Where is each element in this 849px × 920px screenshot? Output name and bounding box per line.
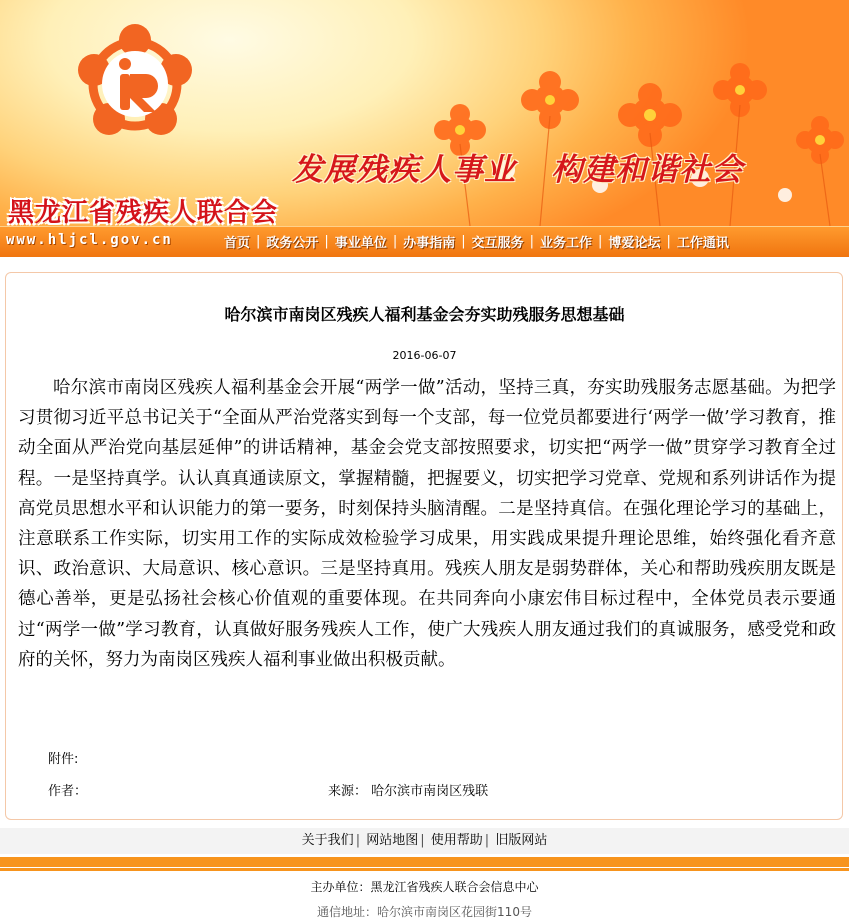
- footer-link-old-site[interactable]: 旧版网站: [495, 833, 548, 848]
- footer-separator: |: [355, 833, 361, 848]
- nav-item-home[interactable]: 首页: [224, 236, 251, 251]
- flower-field-decoration: [400, 60, 849, 226]
- author-label: 作者：: [48, 784, 88, 799]
- article-attachment: [48, 748, 78, 767]
- nav-separator: |: [392, 234, 398, 249]
- site-org-name: 黑龙江省残疾人联合会: [8, 198, 279, 226]
- nav-separator: |: [324, 234, 329, 249]
- footer-link-about[interactable]: 关于我们: [301, 833, 354, 848]
- nav-item-service-guide[interactable]: 办事指南: [403, 236, 456, 251]
- article-source: [328, 780, 488, 799]
- footer-address: 通信地址：哈尔滨市南岗区花园街110号: [317, 905, 532, 919]
- footer-link-sitemap[interactable]: 网站地图: [366, 833, 419, 848]
- source-label: 来源：: [328, 784, 368, 799]
- nav-item-gov-affairs[interactable]: 政务公开: [266, 236, 319, 251]
- footer-separator: |: [420, 833, 425, 848]
- nav-separator: |: [461, 234, 466, 249]
- article-title: 哈尔滨市南岗区残疾人福利基金会夯实助残服务思想基础: [224, 305, 625, 324]
- attachment-label: 附件:: [48, 752, 79, 767]
- site-slogan: 发展残疾人事业 构建和谐社会: [292, 152, 744, 188]
- main-nav-bar: [0, 226, 849, 257]
- source-value: 哈尔滨市南岗区残联: [371, 784, 489, 799]
- footer-separator: |: [484, 833, 490, 848]
- footer-divider: [0, 868, 849, 871]
- article-author: [48, 780, 87, 799]
- header-banner: [0, 0, 849, 226]
- article-date: 2016-06-07: [392, 349, 457, 362]
- main-nav: [218, 232, 735, 251]
- site-url: www.hljcl.gov.cn: [6, 232, 173, 248]
- footer-divider: [0, 857, 849, 867]
- nav-item-institutions[interactable]: 事业单位: [334, 236, 387, 251]
- footer-links: [0, 828, 849, 854]
- nav-separator: |: [529, 234, 535, 249]
- nav-item-business[interactable]: 业务工作: [540, 236, 593, 251]
- nav-item-interactive[interactable]: 交互服务: [471, 236, 524, 251]
- footer-sponsor: 主办单位：黑龙江省残疾人联合会信息中心: [310, 880, 539, 894]
- nav-item-forum[interactable]: 博爱论坛: [608, 236, 661, 251]
- nav-separator: |: [666, 234, 671, 249]
- nav-separator: |: [598, 234, 603, 249]
- disability-federation-logo-icon: [78, 22, 193, 142]
- nav-separator: |: [256, 234, 261, 249]
- article-body: 哈尔滨市南岗区残疾人福利基金会开展“两学一做”活动，坚持三真，夯实助残服务志愿基础。为把学习贯彻习近平总书记关于“全面从严治党落实到每一个支部，每一位党员都要进行‘两学一做’学习教育，推动全面从严治党向基层延伸”的讲话精神，基金会党支部按照要求，切实把“两学一做”贯穿学习教育全过程。一是坚持真学。认认真真通读原文，掌握精髓，把握要义，切实把学习党章、党规和系列讲话作为提高党员思想水平和认识能力的第一要务，时刻保持头脑清醒。二是坚持真信。在强化理论学习的基础上，注意联系工作实际，切实用工作的实际成效检验学习成果，用实践成果提升理论思维，始终强化看齐意识、政治意识、大局意识、核心意识。三是坚持真用。残疾人朋友是弱势群体，关心和帮助残疾朋友既是德心善举，更是弘扬社会核心价值观的重要体现。在共同奔向小康宏伟目标过程中，全体党员表示要通过“两学一做”学习教育，认真做好服务残疾人工作，使广大残疾人朋友通过我们的真诚服务，感受党和政府的关怀，努力为南岗区残疾人福利事业做出积极贡献。: [18, 378, 836, 670]
- nav-item-newsletter[interactable]: 工作通讯: [676, 236, 729, 251]
- footer-link-help[interactable]: 使用帮助: [430, 833, 483, 848]
